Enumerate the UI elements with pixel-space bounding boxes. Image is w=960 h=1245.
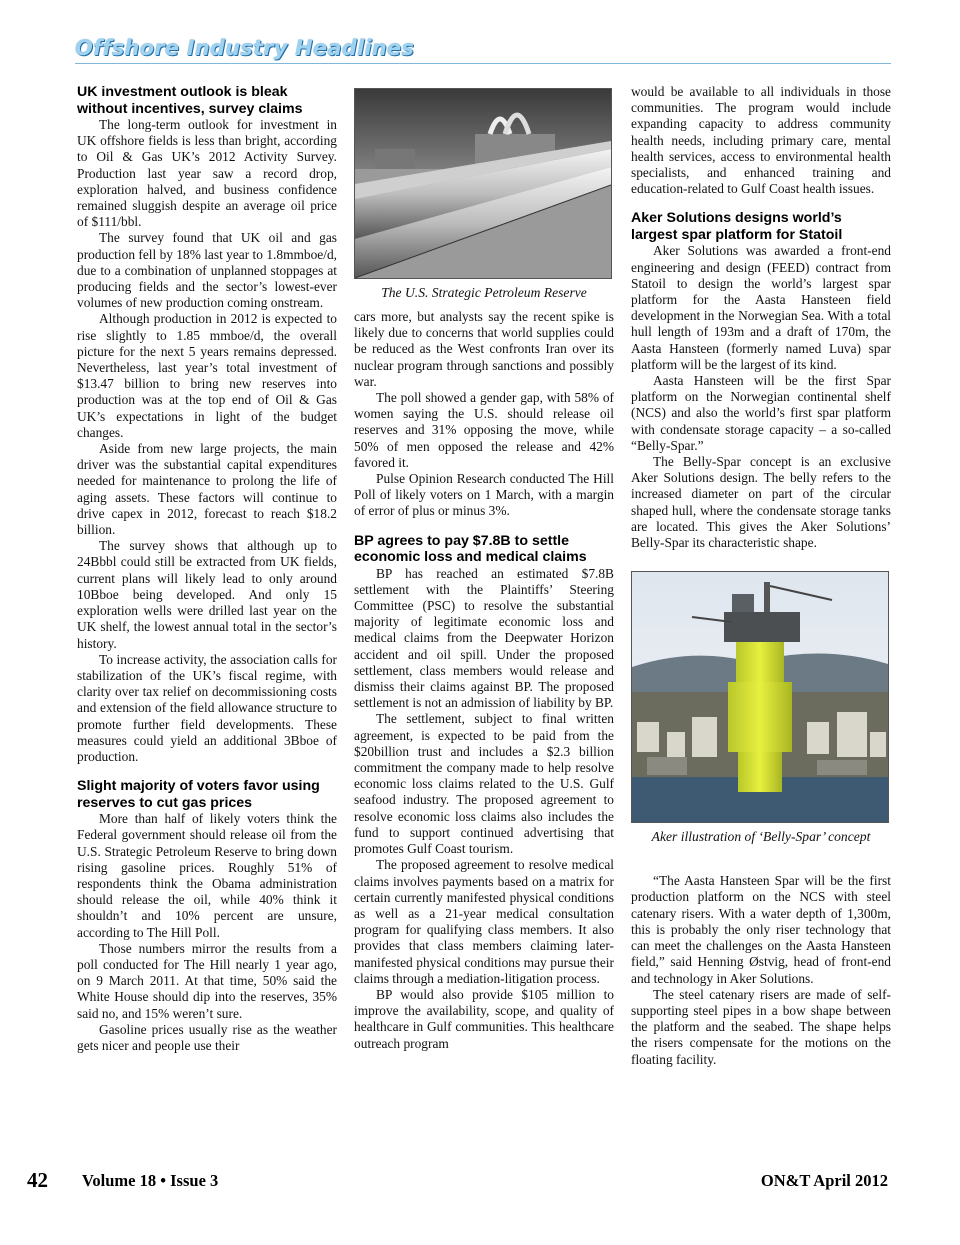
spar-caption: Aker illustration of ‘Belly-Spar’ concept xyxy=(651,829,871,845)
issue-date: ON&T April 2012 xyxy=(760,1171,888,1190)
section-title: Offshore Industry Headlines xyxy=(75,36,415,60)
bp-headline: BP agrees to pay $7.8B to settle economic loss and medical claims xyxy=(354,532,587,566)
bp-paragraph: The settlement, subject to final written agreement, is expected to be paid from the $20billion trust and includes a $2.3 billion commitment the company made to help resolve economic loss claims related to the U.S. Gulf seafood industry. The proposed agreement to resolve economic loss claims also includes the fund to support continued advertising that promotes Gulf Coast tourism. xyxy=(354,711,614,857)
aker-paragraph: Aker Solutions was awarded a front-end engineering and design (FEED) contract from Statoil to design the world’s largest spar platform for the Aasta Hansteen field development in the Norwegian Sea. With a total hull length of 193m and a draft of 170m, the Aasta Hansteen (formerly named Luva) spar platform will be the largest of its kind. xyxy=(631,243,891,372)
title-divider xyxy=(75,63,891,64)
uk-headline: UK investment outlook is bleak without incentives, survey claims xyxy=(77,84,303,117)
belly-spar-illustration xyxy=(631,571,889,823)
voters-headline: Slight majority of voters favor using reserves to cut gas prices xyxy=(77,778,320,811)
aker-paragraph: The steel catenary risers are made of self-supporting steel pipes in a bow shape between the platform and the seabed. The shape helps the risers compensate for the motions on the floating facility. xyxy=(631,986,891,1067)
bp-paragraph: would be available to all individuals in those communities. The program would include expanding capacity to address community health needs, including primary care, mental health services, access to environmental health specialists, and enhanced training and education-related to Gulf Coast health issues. xyxy=(631,84,891,197)
aker-paragraph: The Belly-Spar concept is an exclusive Aker Solutions design. The belly refers to the increased diameter on part of the circular shaped hull, where the condensate storage tanks are located. This gives the Aker Solutions’ Belly-Spar its characteristic shape. xyxy=(631,454,891,551)
uk-paragraph: The long-term outlook for investment in UK offshore fields is less than bright, according to Oil & Gas UK’s 2012 Activity Survey. Production last year saw a record drop, exploration halved, and business confidence remained sluggish despite an average oil price of $111/bbl. xyxy=(77,117,337,230)
voters-paragraph: cars more, but analysts say the recent spike is likely due to concerns that world supplies could be reduced as the West confronts Iran over its nuclear program through sanctions and possibly war. xyxy=(354,309,614,389)
column-1 xyxy=(77,84,337,1054)
bp-paragraph: BP has reached an estimated $7.8B settlement with the Plaintiffs’ Steering Committee (PSC) to resolve the substantial majority of legitimate economic loss and medical claims from the Deepwater Horizon accident and oil spill. Under the proposed settlement, class members would release and dismiss their claims against BP. The proposed settlement is not an admission of liability by BP. xyxy=(354,565,614,711)
aker-paragraph: “The Aasta Hansteen Spar will be the first production platform on the NCS with steel catenary risers. With a water depth of 1,300m, this is probably the only riser technology that can meet the challenges on the Aasta Hansteen field,” said Henning Østvig, head of front-end and technology in Aker Solutions. xyxy=(631,873,891,986)
column-3 xyxy=(631,84,891,1068)
voters-paragraph: The poll showed a gender gap, with 58% of women saying the U.S. should release oil reserves and 31% opposing the move, while 50% of men opposed the release and 42% favored it. xyxy=(354,390,614,470)
voters-paragraph: More than half of likely voters think the Federal government should release oil from the U.S. Strategic Petroleum Reserve to bring down rising gasoline prices. Roughly 51% of respondents think the Obama administration should release the oil, while 40% think it shouldn’t and 10% percent are unsure, according to The Hill Poll. xyxy=(77,811,337,940)
uk-paragraph: The survey found that UK oil and gas production fell by 18% last year to 1.8mmboe/d, due to a combination of unplanned stoppages at producing fields and the sector’s lowest-ever volumes of new production coming onstream. xyxy=(77,230,337,311)
uk-paragraph: The survey shows that although up to 24Bbbl could still be extracted from UK fields, current plans will likely lead to only around 10Bboe being developed. And only 15 exploration wells were drilled last year on the UK shelf, the lowest annual total in the sector’s history. xyxy=(77,538,337,651)
bp-paragraph: BP would also provide $105 million to improve the availability, scope, and quality of healthcare in Gulf communities. This healthcare outreach program xyxy=(354,986,614,1051)
page-number: 42 xyxy=(27,1168,48,1192)
uk-paragraph: Aside from new large projects, the main driver was the substantial capital expenditures needed for maintenance to prolong the life of aging assets. These factors will continue to drive capex in 2012, forecast to reach $18.2 billion. xyxy=(77,441,337,538)
aker-paragraph: Aasta Hansteen will be the first Spar platform on the Norwegian continental shelf (NCS) and also the world’s first spar platform with condensate storage capacity – a so-called “Belly-Spar.” xyxy=(631,373,891,453)
bp-paragraph: The proposed agreement to resolve medical claims involves payments based on a matrix for certain currently manifested physical conditions as well as a 21-year medical consultation program for qualifying class members. It also provides that class members claiming later-manifested physical conditions may pursue their claims through a mediation-litigation process. xyxy=(354,857,614,986)
uk-paragraph: To increase activity, the association calls for stabilization of the UK’s fiscal regime, with clarity over tax relief on decommissioning costs and extension of the field allowance structure to promote further field developments. These measures could yield an additional 3Bboe of production. xyxy=(77,651,337,764)
volume-issue: Volume 18 • Issue 3 xyxy=(82,1171,219,1190)
spr-pipes-photo xyxy=(354,88,612,279)
column-2 xyxy=(354,88,614,1052)
spr-caption: The U.S. Strategic Petroleum Reserve xyxy=(381,285,587,300)
uk-paragraph: Although production in 2012 is expected to rise slightly to 1.85 mmboe/d, the overall picture for the next 5 years remains depressed. Nevertheless, last year’s total investment of $13.47 billion to bring new reserves into production was at the top end of Oil & Gas UK’s expectations in light of the budget changes. xyxy=(77,311,337,440)
voters-paragraph: Those numbers mirror the results from a poll conducted for The Hill nearly 1 year ago, on 9 March 2011. At that time, 50% said the White House should dip into the reserves, 35% said no, and 15% weren’t sure. xyxy=(77,940,337,1021)
voters-paragraph: Gasoline prices usually rise as the weather gets nicer and people use their xyxy=(77,1021,337,1053)
aker-headline: Aker Solutions designs world’s largest spar platform for Statoil xyxy=(631,210,843,243)
voters-paragraph: Pulse Opinion Research conducted The Hill Poll of likely voters on 1 March, with a margin of error of plus or minus 3%. xyxy=(354,471,614,519)
